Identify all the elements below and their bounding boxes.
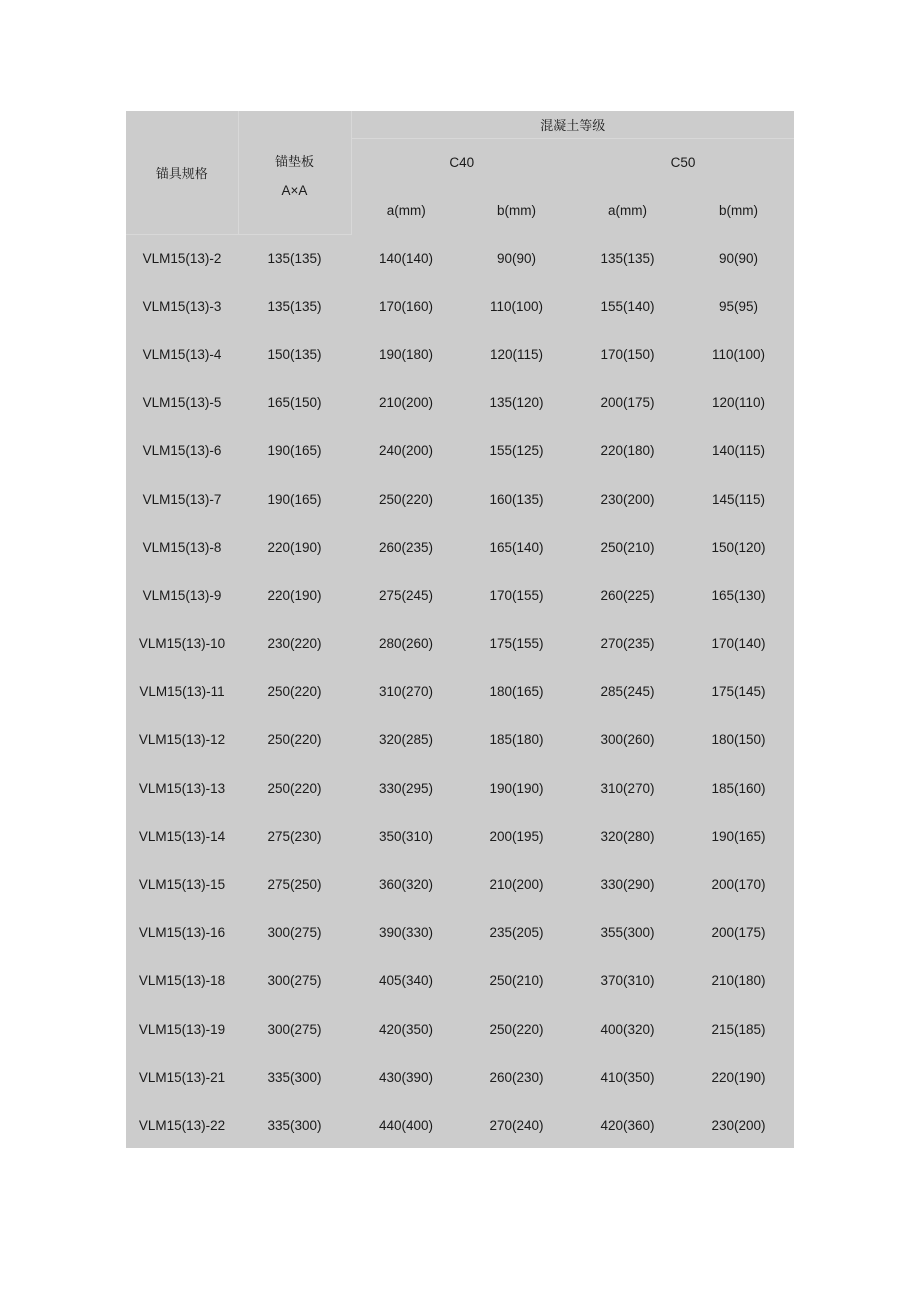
- cell-c40-a: 430(390): [378, 1069, 434, 1085]
- cell-c50-b: 165(130): [711, 587, 766, 603]
- table-row: [126, 571, 794, 619]
- cell-c40-a: 405(340): [378, 973, 434, 989]
- cell-anchor-plate: 335(300): [267, 1069, 322, 1085]
- cell-c40-a: 420(350): [378, 1021, 434, 1037]
- cell-c40-a: 250(220): [378, 491, 434, 507]
- cell-spec: VLM15(13)-9: [142, 587, 222, 603]
- cell-c40-b: 90(90): [496, 250, 537, 266]
- cell-c50-b: 190(165): [711, 828, 766, 844]
- table-row: [126, 668, 794, 716]
- table-row: [126, 716, 794, 764]
- cell-c50-a: 285(245): [600, 684, 655, 700]
- cell-anchor-plate: 300(275): [267, 973, 322, 989]
- cell-c50-a: 250(210): [600, 539, 655, 555]
- cell-c50-a: 400(320): [600, 1021, 655, 1037]
- cell-c40-b: 250(210): [489, 973, 544, 989]
- cell-c50-b: 220(190): [711, 1069, 766, 1085]
- cell-c40-a: 390(330): [378, 925, 434, 941]
- cell-anchor-plate: 150(135): [267, 346, 322, 362]
- cell-c40-b: 190(190): [489, 780, 544, 796]
- cell-spec: VLM15(13)-12: [138, 732, 226, 748]
- cell-anchor-plate: 300(275): [267, 1021, 322, 1037]
- table-row: [126, 860, 794, 908]
- anchor-spec-table: [126, 111, 794, 1148]
- cell-c40-a: 275(245): [378, 587, 434, 603]
- cell-c40-a: 210(200): [378, 395, 434, 411]
- cell-c50-a: 410(350): [600, 1069, 655, 1085]
- cell-c40-b: 250(220): [489, 1021, 544, 1037]
- cell-c40-a: 360(320): [378, 877, 434, 893]
- cell-spec: VLM15(13)-21: [138, 1069, 226, 1085]
- table-row: [126, 812, 794, 860]
- cell-c50-a: 370(310): [600, 973, 655, 989]
- cell-c40-b: 135(120): [489, 395, 544, 411]
- cell-spec: VLM15(13)-22: [138, 1117, 226, 1133]
- table-row: [126, 620, 794, 668]
- table-row: [126, 234, 794, 282]
- cell-anchor-plate: 275(230): [267, 828, 322, 844]
- cell-c50-a: 330(290): [600, 877, 655, 893]
- table-row: [126, 1101, 794, 1149]
- cell-c50-b: 215(185): [711, 1021, 766, 1037]
- cell-c50-a: 420(360): [600, 1117, 655, 1133]
- cell-c40-b: 155(125): [489, 443, 544, 459]
- table-row: [126, 1053, 794, 1101]
- cell-spec: VLM15(13)-10: [138, 636, 226, 652]
- cell-c50-b: 170(140): [711, 636, 766, 652]
- cell-c40-b: 120(115): [489, 346, 544, 362]
- header-anchor-plate: [238, 111, 351, 234]
- cell-c50-a: 230(200): [600, 491, 655, 507]
- cell-anchor-plate: 190(165): [267, 491, 322, 507]
- cell-c40-a: 170(160): [378, 298, 434, 314]
- table-row: [126, 1005, 794, 1053]
- cell-c40-b: 270(240): [489, 1117, 544, 1133]
- header-anchor-plate-line1: 锚垫板: [274, 155, 314, 171]
- cell-c40-b: 200(195): [489, 828, 544, 844]
- cell-spec: VLM15(13)-2: [142, 250, 222, 266]
- cell-spec: VLM15(13)-4: [142, 346, 222, 362]
- cell-c50-b: 95(95): [718, 298, 759, 314]
- cell-c50-b: 175(145): [711, 684, 766, 700]
- cell-spec: VLM15(13)-6: [142, 443, 222, 459]
- cell-c40-a: 320(285): [378, 732, 434, 748]
- cell-c50-a: 200(175): [600, 395, 655, 411]
- cell-c40-a: 240(200): [378, 443, 434, 459]
- cell-c50-b: 145(115): [711, 491, 766, 507]
- cell-c40-a: 140(140): [378, 250, 434, 266]
- cell-c50-a: 310(270): [600, 780, 655, 796]
- cell-c40-b: 110(100): [489, 298, 544, 314]
- cell-c40-a: 440(400): [378, 1117, 434, 1133]
- header-grade-c50: C50: [670, 154, 696, 170]
- cell-c40-b: 170(155): [489, 587, 544, 603]
- header-grade-c40: C40: [449, 154, 475, 170]
- cell-anchor-plate: 220(190): [267, 539, 322, 555]
- cell-c50-a: 170(150): [600, 346, 655, 362]
- cell-c50-a: 260(225): [600, 587, 655, 603]
- table-row: [126, 523, 794, 571]
- cell-anchor-plate: 335(300): [267, 1117, 322, 1133]
- cell-anchor-plate: 300(275): [267, 925, 322, 941]
- cell-anchor-plate: 165(150): [267, 395, 322, 411]
- cell-c40-b: 210(200): [489, 877, 544, 893]
- cell-spec: VLM15(13)-11: [139, 684, 225, 700]
- cell-c40-a: 260(235): [378, 539, 434, 555]
- cell-spec: VLM15(13)-13: [138, 780, 226, 796]
- header-c50-b: b(mm): [719, 202, 758, 218]
- cell-anchor-plate: 135(135): [267, 250, 322, 266]
- cell-c40-a: 350(310): [378, 828, 434, 844]
- header-concrete-grade: 混凝土等级: [351, 111, 794, 138]
- table-body: [126, 234, 794, 1150]
- cell-c50-b: 180(150): [711, 732, 766, 748]
- cell-anchor-plate: 275(250): [267, 877, 322, 893]
- cell-c50-b: 210(180): [711, 973, 766, 989]
- cell-anchor-plate: 230(220): [267, 636, 322, 652]
- table-row: [126, 282, 794, 330]
- header-spec: 锚具规格: [126, 111, 238, 234]
- cell-c50-a: 355(300): [600, 925, 655, 941]
- cell-c50-b: 90(90): [718, 250, 759, 266]
- cell-c40-a: 190(180): [378, 346, 434, 362]
- cell-c40-a: 330(295): [378, 780, 434, 796]
- cell-c50-b: 110(100): [711, 346, 766, 362]
- cell-c40-b: 260(230): [489, 1069, 544, 1085]
- header-c40-a: a(mm): [386, 202, 426, 218]
- cell-c50-a: 135(135): [600, 250, 655, 266]
- header-c40-b: b(mm): [497, 202, 536, 218]
- cell-c50-a: 270(235): [600, 636, 655, 652]
- cell-spec: VLM15(13)-5: [142, 395, 222, 411]
- cell-spec: VLM15(13)-8: [142, 539, 222, 555]
- cell-spec: VLM15(13)-3: [142, 298, 222, 314]
- cell-anchor-plate: 135(135): [267, 298, 322, 314]
- cell-c40-b: 160(135): [489, 491, 544, 507]
- cell-c40-b: 185(180): [489, 732, 544, 748]
- cell-spec: VLM15(13)-16: [138, 925, 226, 941]
- cell-c40-b: 175(155): [489, 636, 544, 652]
- cell-spec: VLM15(13)-14: [138, 828, 226, 844]
- table-row: [126, 475, 794, 523]
- cell-c50-b: 200(175): [711, 925, 766, 941]
- cell-c50-b: 150(120): [711, 539, 766, 555]
- cell-spec: VLM15(13)-7: [142, 491, 222, 507]
- cell-c40-b: 180(165): [489, 684, 544, 700]
- table-row: [126, 427, 794, 475]
- cell-c40-a: 280(260): [378, 636, 434, 652]
- header-anchor-plate-line2: A×A: [281, 183, 308, 199]
- cell-c50-b: 140(115): [711, 443, 766, 459]
- cell-c40-b: 235(205): [489, 925, 544, 941]
- cell-c50-a: 155(140): [600, 298, 655, 314]
- cell-c50-b: 120(110): [711, 395, 766, 411]
- cell-c50-a: 300(260): [600, 732, 655, 748]
- cell-anchor-plate: 220(190): [267, 587, 322, 603]
- cell-c50-b: 230(200): [711, 1117, 766, 1133]
- cell-spec: VLM15(13)-18: [138, 973, 226, 989]
- table-row: [126, 330, 794, 378]
- table-row: [126, 764, 794, 812]
- anchor-table: [126, 111, 794, 1150]
- cell-anchor-plate: 250(220): [267, 684, 322, 700]
- cell-c50-b: 185(160): [711, 780, 766, 796]
- table-row: [126, 909, 794, 957]
- cell-anchor-plate: 190(165): [267, 443, 322, 459]
- cell-c50-a: 220(180): [600, 443, 655, 459]
- cell-anchor-plate: 250(220): [267, 780, 322, 796]
- cell-spec: VLM15(13)-19: [138, 1021, 226, 1037]
- cell-c50-b: 200(170): [711, 877, 766, 893]
- header-c50-a: a(mm): [608, 202, 647, 218]
- cell-c50-a: 320(280): [600, 828, 655, 844]
- table-row: [126, 379, 794, 427]
- cell-c40-b: 165(140): [489, 539, 544, 555]
- cell-c40-a: 310(270): [378, 684, 434, 700]
- table-row: [126, 957, 794, 1005]
- cell-anchor-plate: 250(220): [267, 732, 322, 748]
- cell-spec: VLM15(13)-15: [138, 877, 226, 893]
